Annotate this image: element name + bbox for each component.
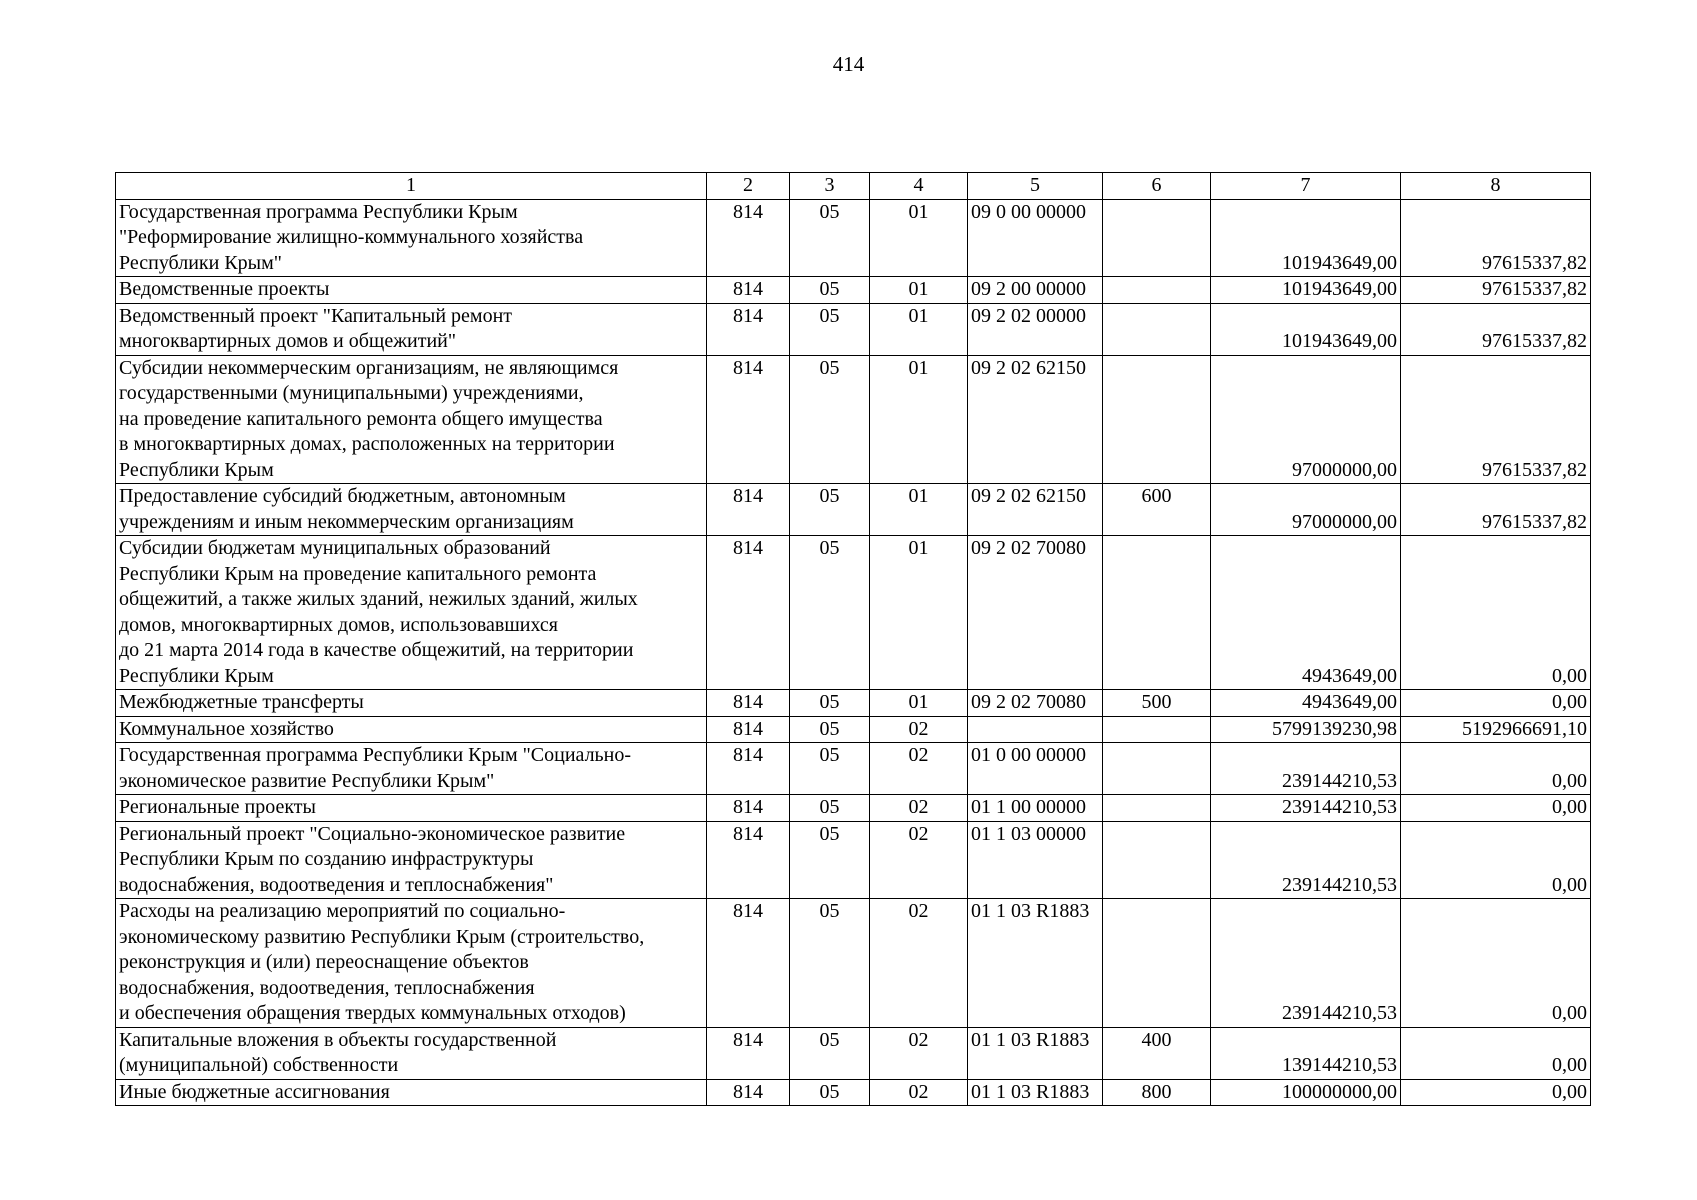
row-col5-cell: 09 2 02 62150: [968, 355, 1103, 484]
column-header: 7: [1211, 173, 1401, 200]
row-col6-cell: [1103, 795, 1211, 822]
row-col3-cell: 05: [790, 690, 870, 717]
row-col2-cell: 814: [707, 743, 790, 795]
row-col6-cell: 800: [1103, 1079, 1211, 1106]
row-col7-cell: 239144210,53: [1211, 821, 1401, 899]
row-col2-cell: 814: [707, 303, 790, 355]
row-col6-cell: [1103, 716, 1211, 743]
row-col7-cell: 101943649,00: [1211, 277, 1401, 304]
column-header: 4: [870, 173, 968, 200]
column-number-row: [116, 173, 1591, 200]
table-row: [116, 821, 1591, 899]
row-col5-cell: 01 1 03 R1883: [968, 1027, 1103, 1079]
table-row: [116, 484, 1591, 536]
row-col2-cell: 814: [707, 484, 790, 536]
row-col6-cell: [1103, 277, 1211, 304]
row-col7-cell: 239144210,53: [1211, 899, 1401, 1028]
row-col4-cell: 02: [870, 795, 968, 822]
row-col8-cell: 97615337,82: [1401, 199, 1591, 277]
row-col2-cell: 814: [707, 821, 790, 899]
row-col2-cell: 814: [707, 1079, 790, 1106]
row-col3-cell: 05: [790, 536, 870, 690]
row-col3-cell: 05: [790, 303, 870, 355]
row-col3-cell: 05: [790, 899, 870, 1028]
row-name-cell: Расходы на реализацию мероприятий по социально- экономическому развитию Республики Крым (строительство, реконструкция и (или) переоснащение объектов водоснабжения, водоотведения, теплоснабжения и обеспечения обращения твердых коммунальных отходов): [116, 899, 707, 1028]
row-col6-cell: 600: [1103, 484, 1211, 536]
row-col3-cell: 05: [790, 716, 870, 743]
row-col8-cell: 0,00: [1401, 743, 1591, 795]
row-col5-cell: 01 0 00 00000: [968, 743, 1103, 795]
row-col7-cell: 239144210,53: [1211, 795, 1401, 822]
row-col6-cell: [1103, 355, 1211, 484]
row-name-cell: Региональный проект "Социально-экономическое развитие Республики Крым по созданию инфраструктуры водоснабжения, водоотведения и теплоснабжения": [116, 821, 707, 899]
row-col2-cell: 814: [707, 277, 790, 304]
table-row: [116, 690, 1591, 717]
row-name-cell: Субсидии некоммерческим организациям, не являющимся государственными (муниципальными) учреждениями, на проведение капитального ремонта общего имущества в многоквартирных домах, расположенных на территории Республики Крым: [116, 355, 707, 484]
row-col2-cell: 814: [707, 536, 790, 690]
column-header: 2: [707, 173, 790, 200]
row-col2-cell: 814: [707, 355, 790, 484]
row-col5-cell: 09 2 02 62150: [968, 484, 1103, 536]
row-col3-cell: 05: [790, 743, 870, 795]
row-col5-cell: 09 2 02 70080: [968, 536, 1103, 690]
table-row: [116, 743, 1591, 795]
row-col4-cell: 02: [870, 743, 968, 795]
column-header: 3: [790, 173, 870, 200]
row-col7-cell: 4943649,00: [1211, 536, 1401, 690]
row-col7-cell: 5799139230,98: [1211, 716, 1401, 743]
row-name-cell: Ведомственные проекты: [116, 277, 707, 304]
row-name-cell: Иные бюджетные ассигнования: [116, 1079, 707, 1106]
row-name-cell: Ведомственный проект "Капитальный ремонт многоквартирных домов и общежитий": [116, 303, 707, 355]
row-col6-cell: 500: [1103, 690, 1211, 717]
row-col3-cell: 05: [790, 355, 870, 484]
row-name-cell: Субсидии бюджетам муниципальных образований Республики Крым на проведение капитального ремонта общежитий, а также жилых зданий, нежилых зданий, жилых домов, многоквартирных домов, использовавшихся до 21 марта 2014 года в качестве общежитий, на территории Республики Крым: [116, 536, 707, 690]
row-col3-cell: 05: [790, 1027, 870, 1079]
row-col5-cell: 09 2 02 70080: [968, 690, 1103, 717]
row-col7-cell: 4943649,00: [1211, 690, 1401, 717]
row-col3-cell: 05: [790, 795, 870, 822]
table-row: [116, 1027, 1591, 1079]
row-col7-cell: 139144210,53: [1211, 1027, 1401, 1079]
row-name-cell: Межбюджетные трансферты: [116, 690, 707, 717]
row-col4-cell: 01: [870, 690, 968, 717]
row-name-cell: Региональные проекты: [116, 795, 707, 822]
table-row: [116, 199, 1591, 277]
row-col3-cell: 05: [790, 1079, 870, 1106]
row-col5-cell: 09 2 00 00000: [968, 277, 1103, 304]
row-col5-cell: 01 1 03 R1883: [968, 899, 1103, 1028]
row-col5-cell: 01 1 03 00000: [968, 821, 1103, 899]
row-col8-cell: 0,00: [1401, 1027, 1591, 1079]
row-col7-cell: 97000000,00: [1211, 484, 1401, 536]
row-col2-cell: 814: [707, 899, 790, 1028]
table-row: [116, 899, 1591, 1028]
row-name-cell: Государственная программа Республики Крым "Социально- экономическое развитие Республики Крым": [116, 743, 707, 795]
row-col8-cell: 97615337,82: [1401, 355, 1591, 484]
row-col3-cell: 05: [790, 199, 870, 277]
row-col5-cell: 09 0 00 00000: [968, 199, 1103, 277]
row-col7-cell: 101943649,00: [1211, 303, 1401, 355]
page-number: 414: [832, 52, 865, 76]
row-name-cell: Предоставление субсидий бюджетным, автономным учреждениям и иным некоммерческим организациям: [116, 484, 707, 536]
table-body: [116, 173, 1591, 1106]
row-col6-cell: 400: [1103, 1027, 1211, 1079]
row-name-cell: Коммунальное хозяйство: [116, 716, 707, 743]
row-col4-cell: 02: [870, 821, 968, 899]
row-col6-cell: [1103, 303, 1211, 355]
row-col4-cell: 01: [870, 355, 968, 484]
row-col4-cell: 02: [870, 1079, 968, 1106]
row-col4-cell: 01: [870, 277, 968, 304]
row-col7-cell: 101943649,00: [1211, 199, 1401, 277]
row-col8-cell: 0,00: [1401, 795, 1591, 822]
row-col8-cell: 97615337,82: [1401, 484, 1591, 536]
row-col5-cell: [968, 716, 1103, 743]
row-name-cell: Капитальные вложения в объекты государственной (муниципальной) собственности: [116, 1027, 707, 1079]
row-col2-cell: 814: [707, 199, 790, 277]
row-col7-cell: 100000000,00: [1211, 1079, 1401, 1106]
row-col8-cell: 0,00: [1401, 690, 1591, 717]
table-row: [116, 355, 1591, 484]
row-col8-cell: 0,00: [1401, 536, 1591, 690]
row-col8-cell: 97615337,82: [1401, 277, 1591, 304]
row-name-cell: Государственная программа Республики Крым "Реформирование жилищно-коммунального хозяйства Республики Крым": [116, 199, 707, 277]
column-header: 8: [1401, 173, 1591, 200]
row-col4-cell: 01: [870, 199, 968, 277]
column-header: 6: [1103, 173, 1211, 200]
row-col6-cell: [1103, 743, 1211, 795]
row-col3-cell: 05: [790, 821, 870, 899]
row-col6-cell: [1103, 899, 1211, 1028]
row-col6-cell: [1103, 536, 1211, 690]
row-col4-cell: 02: [870, 1027, 968, 1079]
row-col8-cell: 97615337,82: [1401, 303, 1591, 355]
row-col4-cell: 01: [870, 536, 968, 690]
row-col4-cell: 01: [870, 303, 968, 355]
row-col2-cell: 814: [707, 716, 790, 743]
row-col5-cell: 01 1 00 00000: [968, 795, 1103, 822]
row-col7-cell: 97000000,00: [1211, 355, 1401, 484]
table-row: [116, 1079, 1591, 1106]
table-row: [116, 303, 1591, 355]
row-col4-cell: 02: [870, 716, 968, 743]
row-col8-cell: 0,00: [1401, 1079, 1591, 1106]
table-row: [116, 536, 1591, 690]
budget-table: [115, 172, 1591, 1106]
table-row: [116, 716, 1591, 743]
row-col2-cell: 814: [707, 1027, 790, 1079]
row-col2-cell: 814: [707, 690, 790, 717]
row-col6-cell: [1103, 821, 1211, 899]
row-col8-cell: 5192966691,10: [1401, 716, 1591, 743]
column-header: 1: [116, 173, 707, 200]
row-col4-cell: 02: [870, 899, 968, 1028]
table-row: [116, 795, 1591, 822]
row-col8-cell: 0,00: [1401, 821, 1591, 899]
row-col3-cell: 05: [790, 277, 870, 304]
row-col5-cell: 09 2 02 00000: [968, 303, 1103, 355]
row-col5-cell: 01 1 03 R1883: [968, 1079, 1103, 1106]
table-row: [116, 277, 1591, 304]
row-col4-cell: 01: [870, 484, 968, 536]
row-col6-cell: [1103, 199, 1211, 277]
row-col2-cell: 814: [707, 795, 790, 822]
row-col3-cell: 05: [790, 484, 870, 536]
row-col7-cell: 239144210,53: [1211, 743, 1401, 795]
row-col8-cell: 0,00: [1401, 899, 1591, 1028]
column-header: 5: [968, 173, 1103, 200]
